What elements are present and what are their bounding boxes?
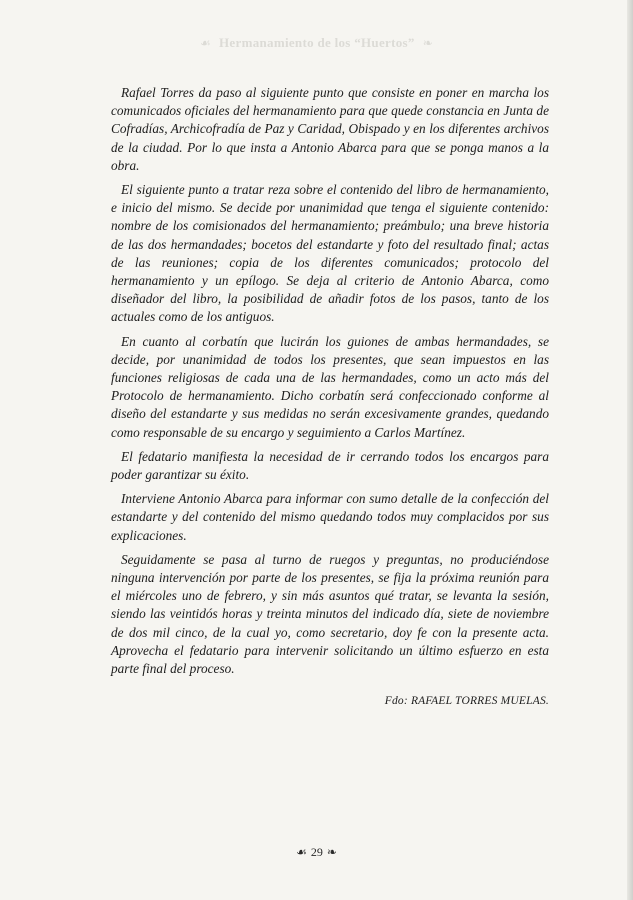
paragraph-book-contents: El siguiente punto a tratar reza sobre el contenido del libro de hermanamiento, e inicio del mismo. Se decide por unanimidad que tenga el siguiente contenido: nombre de los comisionados del hermanamiento; preámbulo; una breve historia de las dos hermandades; bocetos del estandarte y foto del resultado final; actas de las reuniones; copia de los diferentes comunicados; protocolo del hermanamiento y un epílogo. Se deja al criterio de Antonio Abarca, como diseñador del libro, la posibilidad de añadir fotos de los pasos, tanto de los actuales como de los antiguos. — [111, 182, 549, 325]
running-header-title: Hermanamiento de los “Huertos” — [219, 35, 415, 50]
page-number: 29 — [310, 845, 323, 859]
page-footer — [0, 845, 633, 860]
right-fleuron-icon: ❧ — [422, 36, 434, 50]
document-body — [111, 84, 549, 684]
left-fleuron-icon: ☙ — [296, 845, 307, 859]
paragraph-corbatin: En cuanto al corbatín que lucirán los guiones de ambas hermandades, se decide, por unanimidad de todos los presentes, que sean impuestos en las funciones religiosas de cada una de las hermandades, como un acto más del Protocolo de hermanamiento. Dicho corbatín será confeccionado conforme al diseño del estandarte y sus medidas no serán excesivamente grandes, quedando como responsable de su encargo y seguimiento a Carlos Martínez. — [111, 333, 549, 440]
signature-line: Fdo: RAFAEL TORRES MUELAS. — [384, 695, 549, 707]
left-fleuron-icon: ☙ — [199, 36, 212, 50]
paragraph-communiques: Rafael Torres da paso al siguiente punto que consiste en poner en marcha los comunicados oficiales del hermanamiento para que quede constancia en Junta de Cofradías, Archicofradía de Paz y Caridad, Obispado y en los diferentes archivos de la ciudad. Por lo que insta a Antonio Abarca para que se ponga manos a la obra. — [111, 85, 549, 173]
page-edge-shadow — [627, 0, 633, 900]
running-header — [0, 35, 633, 51]
paragraph-estandarte: Interviene Antonio Abarca para informar con sumo detalle de la confección del estandarte y del contenido del mismo quedando todos muy complacidos por sus explicaciones. — [111, 491, 549, 543]
right-fleuron-icon: ❧ — [326, 845, 337, 859]
paragraph-closing: Seguidamente se pasa al turno de ruegos y preguntas, no produciéndose ninguna intervención por parte de los presentes, se fija la próxima reunión para el miércoles uno de febrero, y sin más asuntos qué tratar, se levanta la sesión, siendo las veintidós horas y treinta minutos del indicado día, siete de noviembre de dos mil cinco, de la cual yo, como secretario, doy fe con la presente acta. Aprovecha el fedatario para intervenir solicitando un último esfuerzo en esta parte final del proceso. — [111, 551, 549, 677]
paragraph-fedatario: El fedatario manifiesta la necesidad de ir cerrando todos los encargos para poder garantizar su éxito. — [111, 448, 549, 483]
